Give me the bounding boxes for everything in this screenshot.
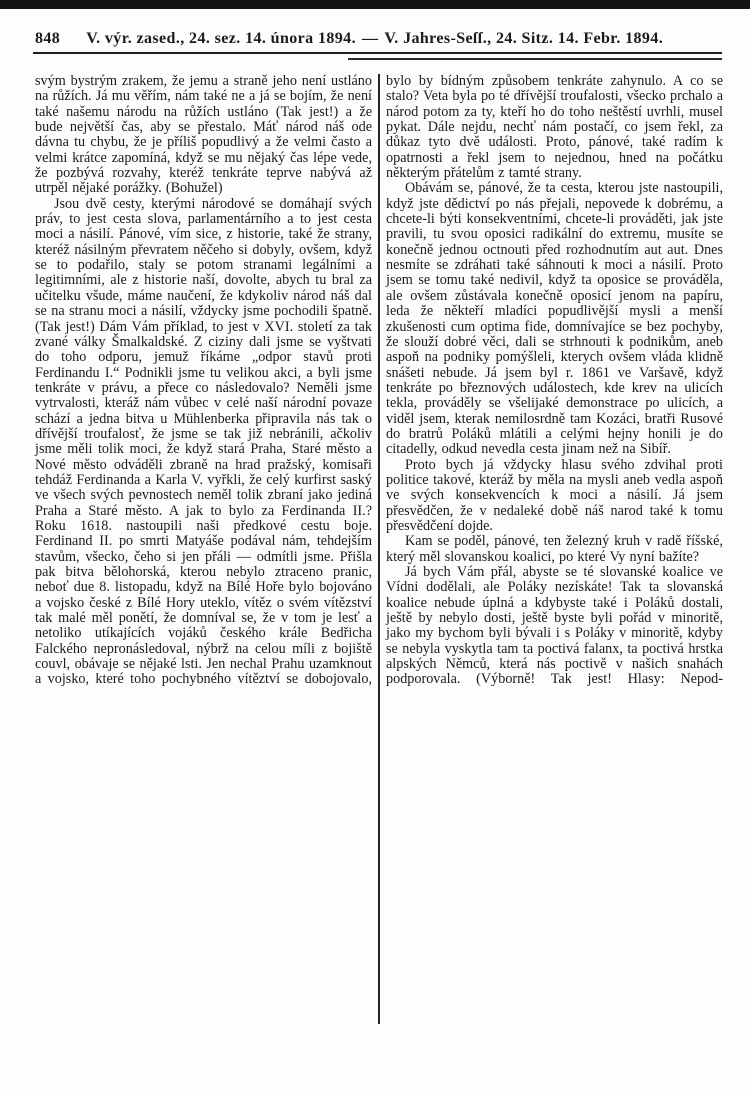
header-separator: —: [361, 30, 379, 47]
paragraph: Kam se poděl, pánové, ten železný kruh v radě říšské, který měl slovanskou koalici, po které Vy nyní bažíte?: [386, 533, 723, 565]
page-number: 848: [35, 30, 61, 47]
header-rule: [33, 52, 722, 54]
text-columns: [35, 74, 725, 1052]
scan-top-edge: [0, 0, 750, 9]
paragraph-continuation: bylo by bídným způsobem tenkráte zahynulo. A co se stalo? Veta byla po té dřívější troufalosti, všecko prchalo a národ potom za ty, kteří ho do toho neštěstí uvrhli, musel pykat. Dále nejdu, nechť nám postačí, co jsem řekl, za důkaz tyto dvě události. Proto, pánové, také radím k opatrnosti a řekl jsem to nejednou, hned na počátku některým přátelům z tamté strany.: [386, 73, 723, 182]
right-column: [386, 74, 723, 1052]
left-column: [35, 74, 372, 1052]
header-czech-session: V. výr. zased., 24. sez. 14. února 1894.: [86, 30, 356, 47]
paragraph: Jsou dvě cesty, kterými národové se domáhají svých práv, to jest cesta slova, parlamentárního a to jest cesta moci a násilí. Pánové, vím sice, z historie, také že strany, kteréž násilným převratem něčeho si dobyly, ovšem, když se to podařilo, staly se potom stranami legálními a legitimními, ale z historie naší, dovolte, abych tu bral za učitelku všude, máme naučení, že kdykoliv národ náš dal se na stranu moci a násilí, vždycky jsme pochodili špatně. (Tak jest!) Dám Vám příklad, to jest v XVI. století za tak zvané války Šmalkaldské. Z ciziny dali jsme se vyštvati do toho odporu, jemuž říkáme „odpor stavů proti Ferdinandu I.“ Podnikli jsme tu velikou akci, a byli jsme tenkráte v právu, a přece co následovalo? Neměli jsme vytrvalosti, kteráž nám vůbec v celé naší národní povaze schází a jedna bitva u Mühlenberka připravila nás tak o dřívější troufalosť, že jsme se tak již nebránili, ačkoliv jsme měli tolik moci, že když stará Praha, Staré město a Nové město odváděli zbraně na hrad pražský, komisaři tehdáž Ferdinanda a Karla V. vyřkli, že celý kurfirst saský ve všech svých pevnostech neměl tolik zbraní jako jediná Praha a Staré město. A jak to bylo za Ferdinanda II.? Roku 1618. nastoupili naši předkové cestu boje. Ferdinand II. po smrti Matyáše podával nám, tehdejším stavům, všecko, čeho si jen přáli — odmítli jsme. Přišla pak bitva bělohorská, kterou nebylo ztraceno pranic, neboť due 8. listopadu, když na Bílé Hoře bylo bojováno a vojsko české z Bílé Hory uteklo, vítěz o svém vítězství tak malé měl ponětí, že domníval se, že v tom je lesť a netoliko utíkajících vojáků českého krále Bedřicha Falckého nepronásledoval, nýbrž na celou míli z bojiště couvl, obávaje se nějaké lsti. Jen nechal Prahu uzamknout a vojsko, které toho pochybného vítěztví se dobojovalo,: [35, 195, 372, 688]
paragraph: Obávám se, pánové, že ta cesta, kterou jste nastoupili, když jste dědictví po nás přejali, nepovede k dobrému, a chcete-li býti konsekventními, chcete-li prováděti, jak jste pravili, tu svou oposici radikální do extremu, musíte se konečně jednou octnouti před rozhodnutím aut aut. Dnes nesmíte se zdráhati také sáhnouti k moci a násilí. Proto jsem se tomu také nedivil, když ta oposice se prováděla, ale ovšem zůstávala konečně oposicí jenom na papíru, leda že někteří mladíci popudlivější mysli a menší zkušenosti cum optima fide, domnívajíce se bez pochyby, že slouží dobré věci, dali se strhnouti k podnikům, aneb aspoň na podniky pomýšleli, kterych ovšem vláda klidně snášeti nebude. Já jsem byl r. 1861 ve Varšavě, když tenkráte po březnových událostech, kde krev na ulicích tekla, prováděly se všelijaké demonstrace po ulicích, a viděl jsem, kterak nemilosrdně tam Kozáci, bratři Rusové do bratrů Poláků mlátili a celými hejny honili je do citadelly, odkud nevedla cesta jinam než na Sibíř.: [386, 180, 723, 458]
page-header: [35, 30, 723, 48]
paragraph: Proto bych já vždycky hlasu svého zdvihal proti politice takové, kteráž by měla na mysli aneb vedla aspoň ve svých konsekvencích k moci a násilí. Já jsem přesvědčen, že v nedaleké době náš narod také k tomu přesvědčení dojde.: [386, 456, 723, 534]
paragraph: Já bych Vám přál, abyste se té slovanské koalice ve Vídni dodělali, ale Poláky nezískáte! Tak ta slovanská koalice nebude úplná a kdybyste také i Poláků dostali, ještě by nebylo dosti, ještě byste byli pořád v minoritě, jako my bychom byli bývali i s Poláky v minoritě, kdyby se nebyla vyskytla tam ta poctivá falanx, ta poctivá hrstka alpských Němců, která nás poctivě v našich snahách podporovala. (Výborně! Tak jest! Hlasy: Nepod-: [386, 564, 723, 688]
paragraph-continuation: svým bystrým zrakem, že jemu a straně jeho není ustláno na růžích. Já mu věřím, nám také ne a já se bojím, že není také našemu národu na růžích ustláno (Tak jest!) a že bude největší čas, aby se přestalo. Máť národ náš ode dávna tu chybu, že je příliš popudlivý a že velmi často a velmi krátce zapomíná, když se mu nějaký čas lépe vede, že pozbývá rozvahy, kteréž tenkráte teprve nabývá až utrpěl nějaké porážky. (Bohužel): [35, 73, 372, 197]
header-rule-right: [348, 58, 722, 60]
column-divider-rule: [378, 74, 380, 1024]
header-german-session: V. Jahres-Seſſ., 24. Sitz. 14. Febr. 1894.: [384, 30, 664, 47]
